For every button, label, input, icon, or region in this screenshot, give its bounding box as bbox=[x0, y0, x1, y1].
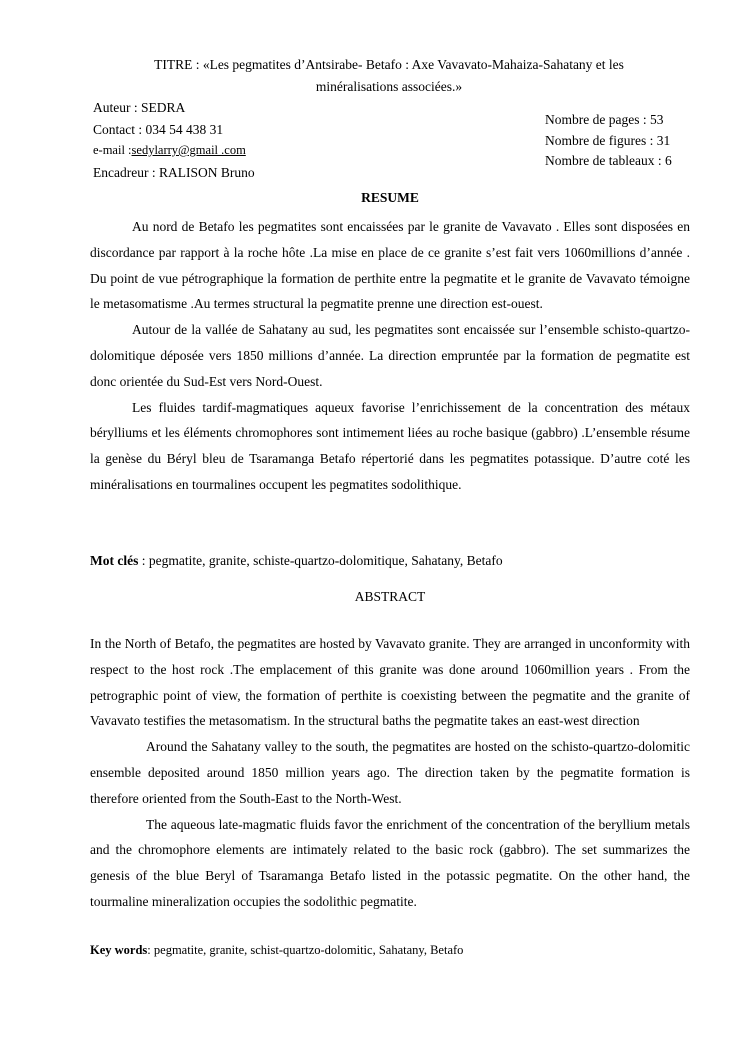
french-keywords-text: : pegmatite, granite, schiste-quartzo-dolomitique, Sahatany, Betafo bbox=[138, 553, 503, 568]
document-title bbox=[90, 54, 688, 98]
author-contact: Contact : 034 54 438 31 bbox=[93, 121, 224, 137]
author-supervisor: Encadreur : RALISON Bruno bbox=[93, 164, 255, 180]
french-keywords bbox=[90, 553, 503, 569]
english-keywords-label: Key words bbox=[90, 943, 148, 957]
abstract-paragraph: In the North of Betafo, the pegmatites are hosted by Vavavato granite. They are arranged in unconformity with respect to the host rock .The emplacement of this granite was done around 1060million years . From the petrographic point of view, the formation of perthite is coexisting between the pegmatite and the granite of Vavavato testifies the metasomatism. In the structural baths the pegmatite takes an east-west direction bbox=[90, 636, 690, 729]
document-stats bbox=[545, 110, 672, 172]
abstract-paragraph: The aqueous late-magmatic fluids favor the enrichment of the concentration of the beryllium metals and the chromophore elements are intimately related to the basic rock (gabbro). The set summarizes the genesis of the blue Beryl of Tsaramanga Betafo listed in the potassic pegmatite. On the other hand, the tourmaline mineralization occupies the sodolithic pegmatite. bbox=[90, 816, 690, 909]
title-line-1: TITRE : «Les pegmatites d’Antsirabe- Betafo : Axe Vavavato-Mahaiza-Sahatany et les bbox=[154, 57, 624, 72]
english-keywords bbox=[90, 943, 463, 958]
author-email-row bbox=[93, 140, 255, 162]
resume-body bbox=[90, 214, 690, 498]
email-link[interactable]: sedylarry@gmail .com bbox=[131, 143, 246, 157]
table-count: Nombre de tableaux : 6 bbox=[545, 153, 672, 168]
abstract-heading: ABSTRACT bbox=[354, 589, 426, 604]
abstract-body bbox=[90, 631, 690, 915]
resume-heading: RESUME bbox=[361, 190, 419, 205]
resume-paragraph: Autour de la vallée de Sahatany au sud, les pegmatites sont encaissée sur l’ensemble schisto-quartzo-dolomitique déposée vers 1850 millions d’année. La direction empruntée par la formation de pegmatite est donc orientée du Sud-Est vers Nord-Ouest. bbox=[90, 322, 690, 389]
figure-count: Nombre de figures : 31 bbox=[545, 132, 671, 148]
french-keywords-label: Mot clés bbox=[90, 553, 139, 568]
page-count: Nombre de pages : 53 bbox=[545, 112, 664, 127]
author-info bbox=[93, 97, 255, 183]
email-label: e-mail : bbox=[93, 143, 132, 157]
resume-paragraph: Les fluides tardif-magmatiques aqueux favorise l’enrichissement de la concentration des métaux bérylliums et les éléments chromophores sont intimement liées au roche basique (gabbro) .L’ensemble résume la genèse du Béryl bleu de Tsaramanga Betafo répertorié dans les pegmatites potassique. D’autre coté les minéralisations en tourmalines occupent les pegmatites sodolithique. bbox=[90, 399, 690, 492]
author-name: Auteur : SEDRA bbox=[93, 100, 186, 115]
english-keywords-text: : pegmatite, granite, schist-quartzo-dolomitic, Sahatany, Betafo bbox=[147, 943, 464, 957]
abstract-paragraph: Around the Sahatany valley to the south, the pegmatites are hosted on the schisto-quartzo-dolomitic ensemble deposited around 1850 million years ago. The direction taken by the pegmatite formation is therefore oriented from the South-East to the North-West. bbox=[90, 739, 690, 806]
resume-paragraph: Au nord de Betafo les pegmatites sont encaissées par le granite de Vavavato . Elles sont disposées en discordance par rapport à la roche hôte .La mise en place de ce granite s’est fait vers 1060millions d’année . Du point de vue pétrographique la formation de perthite entre la pegmatite et le granite de Vavavato témoigne le metasomatisme .Au termes structural la pegmatite prenne une direction est-ouest. bbox=[90, 219, 690, 312]
title-line-2: minéralisations associées.» bbox=[315, 79, 463, 94]
